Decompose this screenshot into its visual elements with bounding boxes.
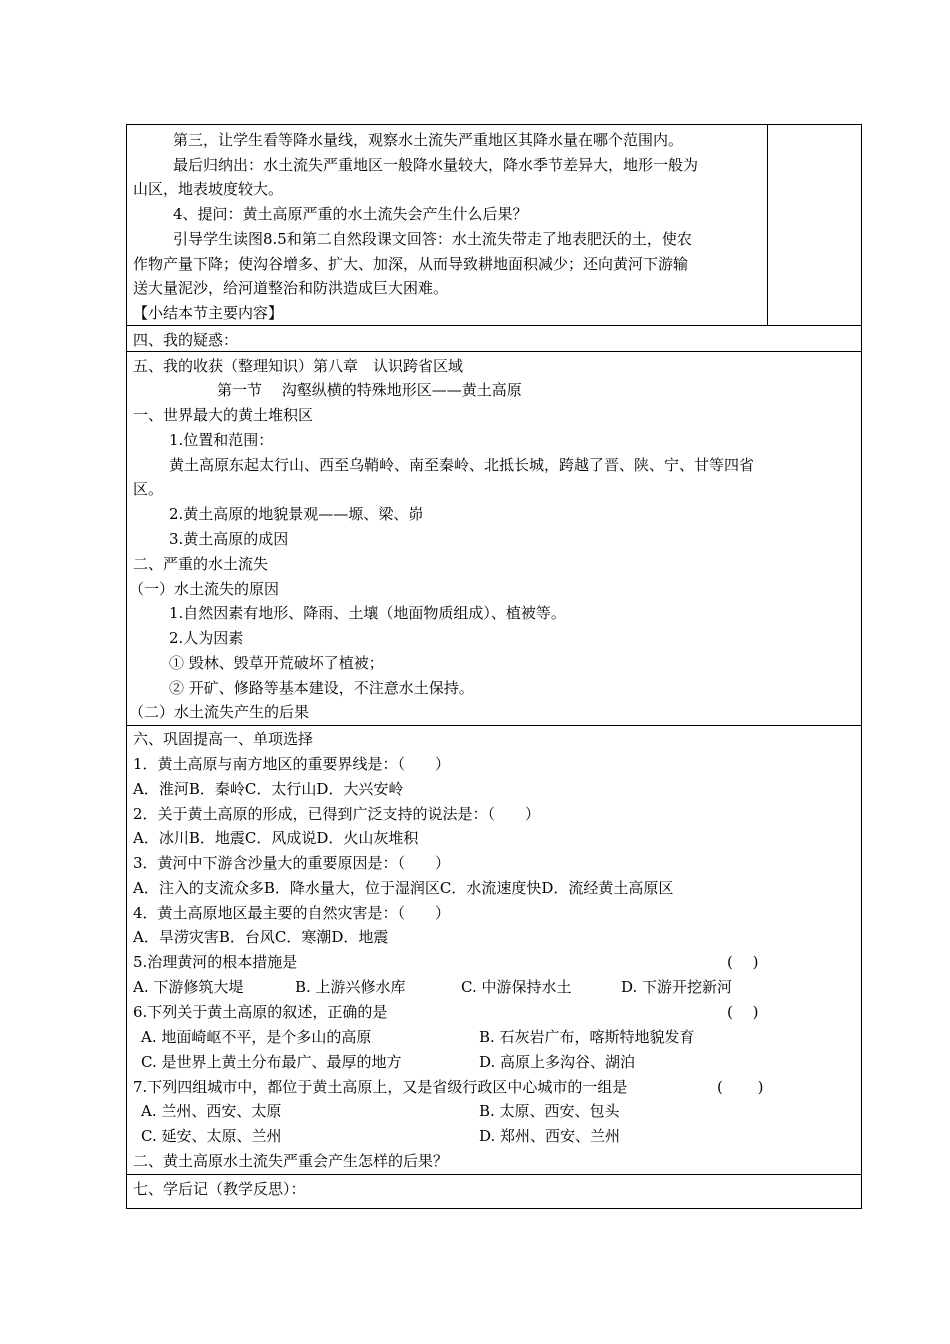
doubts-section [127, 325, 861, 326]
text-line: 最后归纳出：水土流失严重地区一般降水量较大，降水季节差异大，地形一般为 [173, 156, 699, 174]
knowledge-section [127, 351, 861, 352]
text-line: 区。 [133, 480, 164, 498]
section-heading: 六、巩固提高一、单项选择 [133, 730, 314, 748]
text-line: 3.黄土高原的成因 [169, 530, 289, 548]
option: D. 高原上多沟谷、湖泊 [479, 1053, 636, 1071]
reflection-section [127, 1174, 861, 1175]
text-line: 送大量泥沙，给河道整治和防洪造成巨大困难。 [133, 279, 449, 297]
options: A．注入的支流众多B．降水量大，位于湿润区C．水流速度快D．流经黄土高原区 [133, 879, 674, 897]
options: A．旱涝灾害B．台风C．寒潮D．地震 [133, 928, 389, 946]
question: 1．黄土高原与南方地区的重要界线是：（ ） [133, 755, 451, 773]
text-line: 1.自然因素有地形、降雨、土壤（地面物质组成）、植被等。 [169, 604, 566, 622]
text-line: ① 毁林、毁草开荒破坏了植被； [169, 654, 384, 672]
practice-section [127, 725, 861, 726]
text-line: 4、提问：黄土高原严重的水土流失会产生什么后果？ [173, 205, 528, 223]
option: D. 郑州、西安、兰州 [479, 1127, 621, 1145]
question: 2．关于黄土高原的形成，已得到广泛支持的说法是：（ ） [133, 805, 541, 823]
subtitle: 第一节 沟壑纵横的特殊地形区——黄土高原 [217, 381, 522, 399]
section-heading: 五、我的收获（整理知识）第八章 认识跨省区域 [133, 357, 464, 375]
answer-paren: ( ) [727, 953, 759, 971]
question: 二、黄土高原水土流失严重会产生怎样的后果？ [133, 1152, 449, 1170]
text-line: 2.人为因素 [169, 629, 244, 647]
options: A．淮河B．秦岭C．太行山D．大兴安岭 [133, 780, 404, 798]
text-line: 引导学生读图8.5和第二自然段课文回答：水土流失带走了地表肥沃的土，使农 [173, 230, 692, 248]
option: B. 上游兴修水库 [295, 978, 406, 996]
option: B. 石灰岩广布，喀斯特地貌发育 [479, 1028, 695, 1046]
option: A. 兰州、西安、太原 [141, 1102, 282, 1120]
question: 3．黄河中下游含沙量大的重要原因是：（ ） [133, 854, 451, 872]
text-line: 【小结本节主要内容】 [133, 304, 284, 322]
text-line: 黄土高原东起太行山、西至乌鞘岭、南至秦岭、北抵长城，跨越了晋、陕、宁、甘等四省 [169, 456, 755, 474]
answer-paren: ( ) [717, 1078, 764, 1096]
question: 4．黄土高原地区最主要的自然灾害是：（ ） [133, 904, 451, 922]
option: C. 是世界上黄土分布最广、最厚的地方 [141, 1053, 402, 1071]
column-divider [767, 125, 768, 325]
option: A. 下游修筑大堤 [133, 978, 244, 996]
text-line: 山区，地表坡度较大。 [133, 180, 284, 198]
text-line: 2.黄土高原的地貌景观——塬、梁、峁 [169, 505, 424, 523]
option: D. 下游开挖新河 [621, 978, 733, 996]
lesson-table [126, 124, 862, 1209]
options: A．冰川B．地震C．风成说D．火山灰堆积 [133, 829, 419, 847]
question: 5.治理黄河的根本措施是 [133, 953, 298, 971]
section-heading: 四、我的疑惑： [133, 331, 239, 349]
text-line: ② 开矿、修路等基本建设，不注意水土保持。 [169, 679, 474, 697]
text-line: 一、世界最大的黄土堆积区 [133, 406, 314, 424]
option: C. 延安、太原、兰州 [141, 1127, 282, 1145]
option: B. 太原、西安、包头 [479, 1102, 620, 1120]
text-line: 二、严重的水土流失 [133, 555, 269, 573]
text-line: 1.位置和范围： [169, 431, 274, 449]
option: C. 中游保持水土 [461, 978, 572, 996]
text-line: 作物产量下降；使沟谷增多、扩大、加深，从而导致耕地面积减少；还向黄河下游输 [133, 255, 689, 273]
text-line: （一）水土流失的原因 [129, 580, 280, 598]
section-heading: 七、学后记（教学反思）： [133, 1180, 306, 1198]
question: 6.下列关于黄土高原的叙述，正确的是 [133, 1003, 388, 1021]
question: 7.下列四组城市中，都位于黄土高原上，又是省级行政区中心城市的一组是 [133, 1078, 628, 1096]
option: A. 地面崎岖不平，是个多山的高原 [141, 1028, 372, 1046]
text-line: （二）水土流失产生的后果 [129, 703, 310, 721]
answer-paren: ( ) [727, 1003, 759, 1021]
text-line: 第三，让学生看等降水量线，观察水土流失严重地区其降水量在哪个范围内。 [173, 131, 684, 149]
